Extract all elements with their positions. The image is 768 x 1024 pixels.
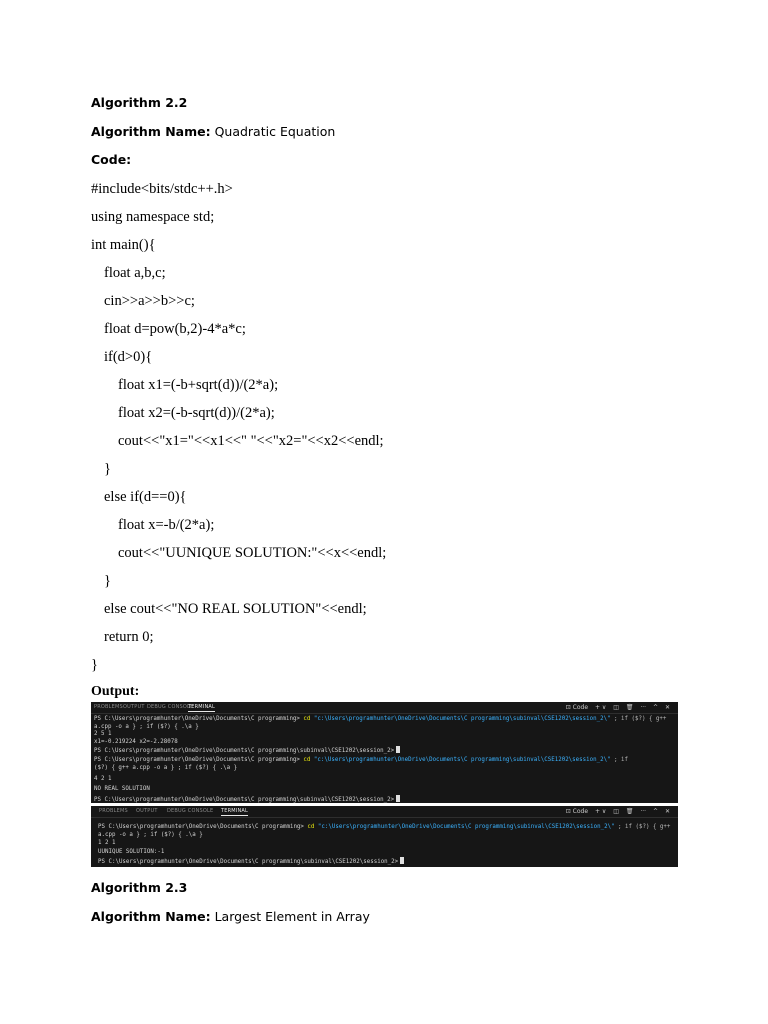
terminal-toolbar <box>561 807 670 816</box>
more-actions-icon[interactable]: ··· <box>640 808 647 815</box>
terminal-line: PS C:\Users\programhunter\OneDrive\Documents\C programming\subinval\CSE1202\session_2> <box>94 795 675 803</box>
output-label: Output: <box>91 684 140 699</box>
code-line: } <box>104 461 111 477</box>
terminal-line: ($?) { g++ a.cpp -o a } ; if ($?) { .\a } <box>94 765 238 771</box>
tab-debug-console[interactable]: DEBUG CONSOLE <box>167 808 214 814</box>
code-line: cin>>a>>b>>c; <box>104 293 195 309</box>
terminal-line: PS C:\Users\programhunter\OneDrive\Documents\C programming> cd "c:\Users\programhunter\OneDrive\Documents\C programming\subinval\CSE1202\session_2\" ; if ($?) { g++ <box>94 716 667 722</box>
close-panel-icon[interactable]: ✕ <box>664 704 670 711</box>
algorithm-name-value: Quadratic Equation <box>210 124 336 139</box>
terminal-toolbar <box>561 703 670 712</box>
code-line: if(d>0){ <box>104 349 153 365</box>
terminal-line: PS C:\Users\programhunter\OneDrive\Documents\C programming\subinval\CSE1202\session_2> <box>98 857 675 867</box>
terminal-line: a.cpp -o a } ; if ($?) { .\a } <box>94 723 199 730</box>
more-actions-icon[interactable]: ··· <box>640 704 647 711</box>
code-line: float x=-b/(2*a); <box>118 517 215 533</box>
algorithm-name-label: Algorithm Name: <box>91 124 211 139</box>
terminal-line: a.cpp -o a } ; if ($?) { .\a } <box>98 832 203 838</box>
code-line: else cout<<"NO REAL SOLUTION"<<endl; <box>104 601 367 617</box>
algorithm-title: Algorithm 2.2 <box>91 95 188 110</box>
tab-problems[interactable]: PROBLEMS <box>99 808 128 814</box>
terminal-tab-bar <box>91 806 678 818</box>
terminal-panel <box>91 702 678 803</box>
split-terminal-icon[interactable]: ◫ <box>613 704 619 711</box>
terminal-cursor <box>396 795 400 802</box>
tab-terminal[interactable]: TERMINAL <box>221 808 249 814</box>
code-label: Code: <box>91 152 132 167</box>
terminal-panel <box>91 806 678 867</box>
terminal-line: 4 2 1 <box>94 776 112 782</box>
tab-output[interactable]: OUTPUT <box>136 808 158 814</box>
terminal-line: 1 2 1 <box>98 840 116 846</box>
code-line: float d=pow(b,2)-4*a*c; <box>104 321 246 337</box>
terminal-line: PS C:\Users\programhunter\OneDrive\Documents\C programming> cd "c:\Users\programhunter\OneDrive\Documents\C programming\subinval\CSE1202\session_2\" ; if <box>94 757 629 763</box>
terminal-line: 2 5 1 <box>94 731 112 737</box>
terminal-cursor <box>396 746 400 753</box>
code-line: float a,b,c; <box>104 265 166 281</box>
terminal-line: x1=-0.219224 x2=-2.28078 <box>94 738 178 745</box>
algorithm-name-value: Largest Element in Array <box>210 909 370 924</box>
terminal-tab-bar <box>91 702 678 714</box>
algorithm-name-label: Algorithm Name: <box>91 909 211 924</box>
code-line: #include<bits/stdc++.h> <box>91 181 233 197</box>
code-line: float x2=(-b-sqrt(d))/(2*a); <box>118 405 275 421</box>
code-line: cout<<"UUNIQUE SOLUTION:"<<x<<endl; <box>118 545 387 561</box>
trash-icon[interactable]: 🗑 <box>625 808 634 815</box>
algorithm-name <box>91 124 335 140</box>
algorithm-title: Algorithm 2.3 <box>91 880 188 895</box>
code-line: return 0; <box>104 629 154 645</box>
tab-output[interactable]: OUTPUT <box>123 704 145 710</box>
terminal-line: PS C:\Users\programhunter\OneDrive\Documents\C programming> cd "c:\Users\programhunter\OneDrive\Documents\C programming\subinval\CSE1202\session_2\" ; if ($?) { g++ <box>98 824 671 830</box>
close-panel-icon[interactable]: ✕ <box>664 808 670 815</box>
maximize-panel-icon[interactable]: ^ <box>653 704 659 711</box>
terminal-cursor <box>400 857 404 864</box>
maximize-panel-icon[interactable]: ^ <box>653 808 659 815</box>
code-line: else if(d==0){ <box>104 489 187 505</box>
tab-terminal[interactable]: TERMINAL <box>188 704 216 710</box>
new-terminal-icon[interactable]: + ∨ <box>594 704 607 711</box>
algorithm-name <box>91 909 370 925</box>
code-line: using namespace std; <box>91 209 215 225</box>
code-shell-icon[interactable]: ⊡ Code <box>565 704 589 711</box>
terminal-line: PS C:\Users\programhunter\OneDrive\Documents\C programming\subinval\CSE1202\session_2> <box>94 746 675 756</box>
code-line: cout<<"x1="<<x1<<" "<<"x2="<<x2<<endl; <box>118 433 384 449</box>
code-line: int main(){ <box>91 237 156 253</box>
split-terminal-icon[interactable]: ◫ <box>613 808 619 815</box>
tab-debug-console[interactable]: DEBUG CONSOLE <box>147 704 194 710</box>
tab-problems[interactable]: PROBLEMS <box>94 704 123 710</box>
code-line: } <box>91 657 98 673</box>
code-line: } <box>104 573 111 589</box>
code-shell-icon[interactable]: ⊡ Code <box>565 808 589 815</box>
trash-icon[interactable]: 🗑 <box>625 704 634 711</box>
new-terminal-icon[interactable]: + ∨ <box>594 808 607 815</box>
terminal-line: NO REAL SOLUTION <box>94 786 150 792</box>
terminal-line: UUNIQUE SOLUTION:-1 <box>98 849 165 855</box>
code-line: float x1=(-b+sqrt(d))/(2*a); <box>118 377 279 393</box>
